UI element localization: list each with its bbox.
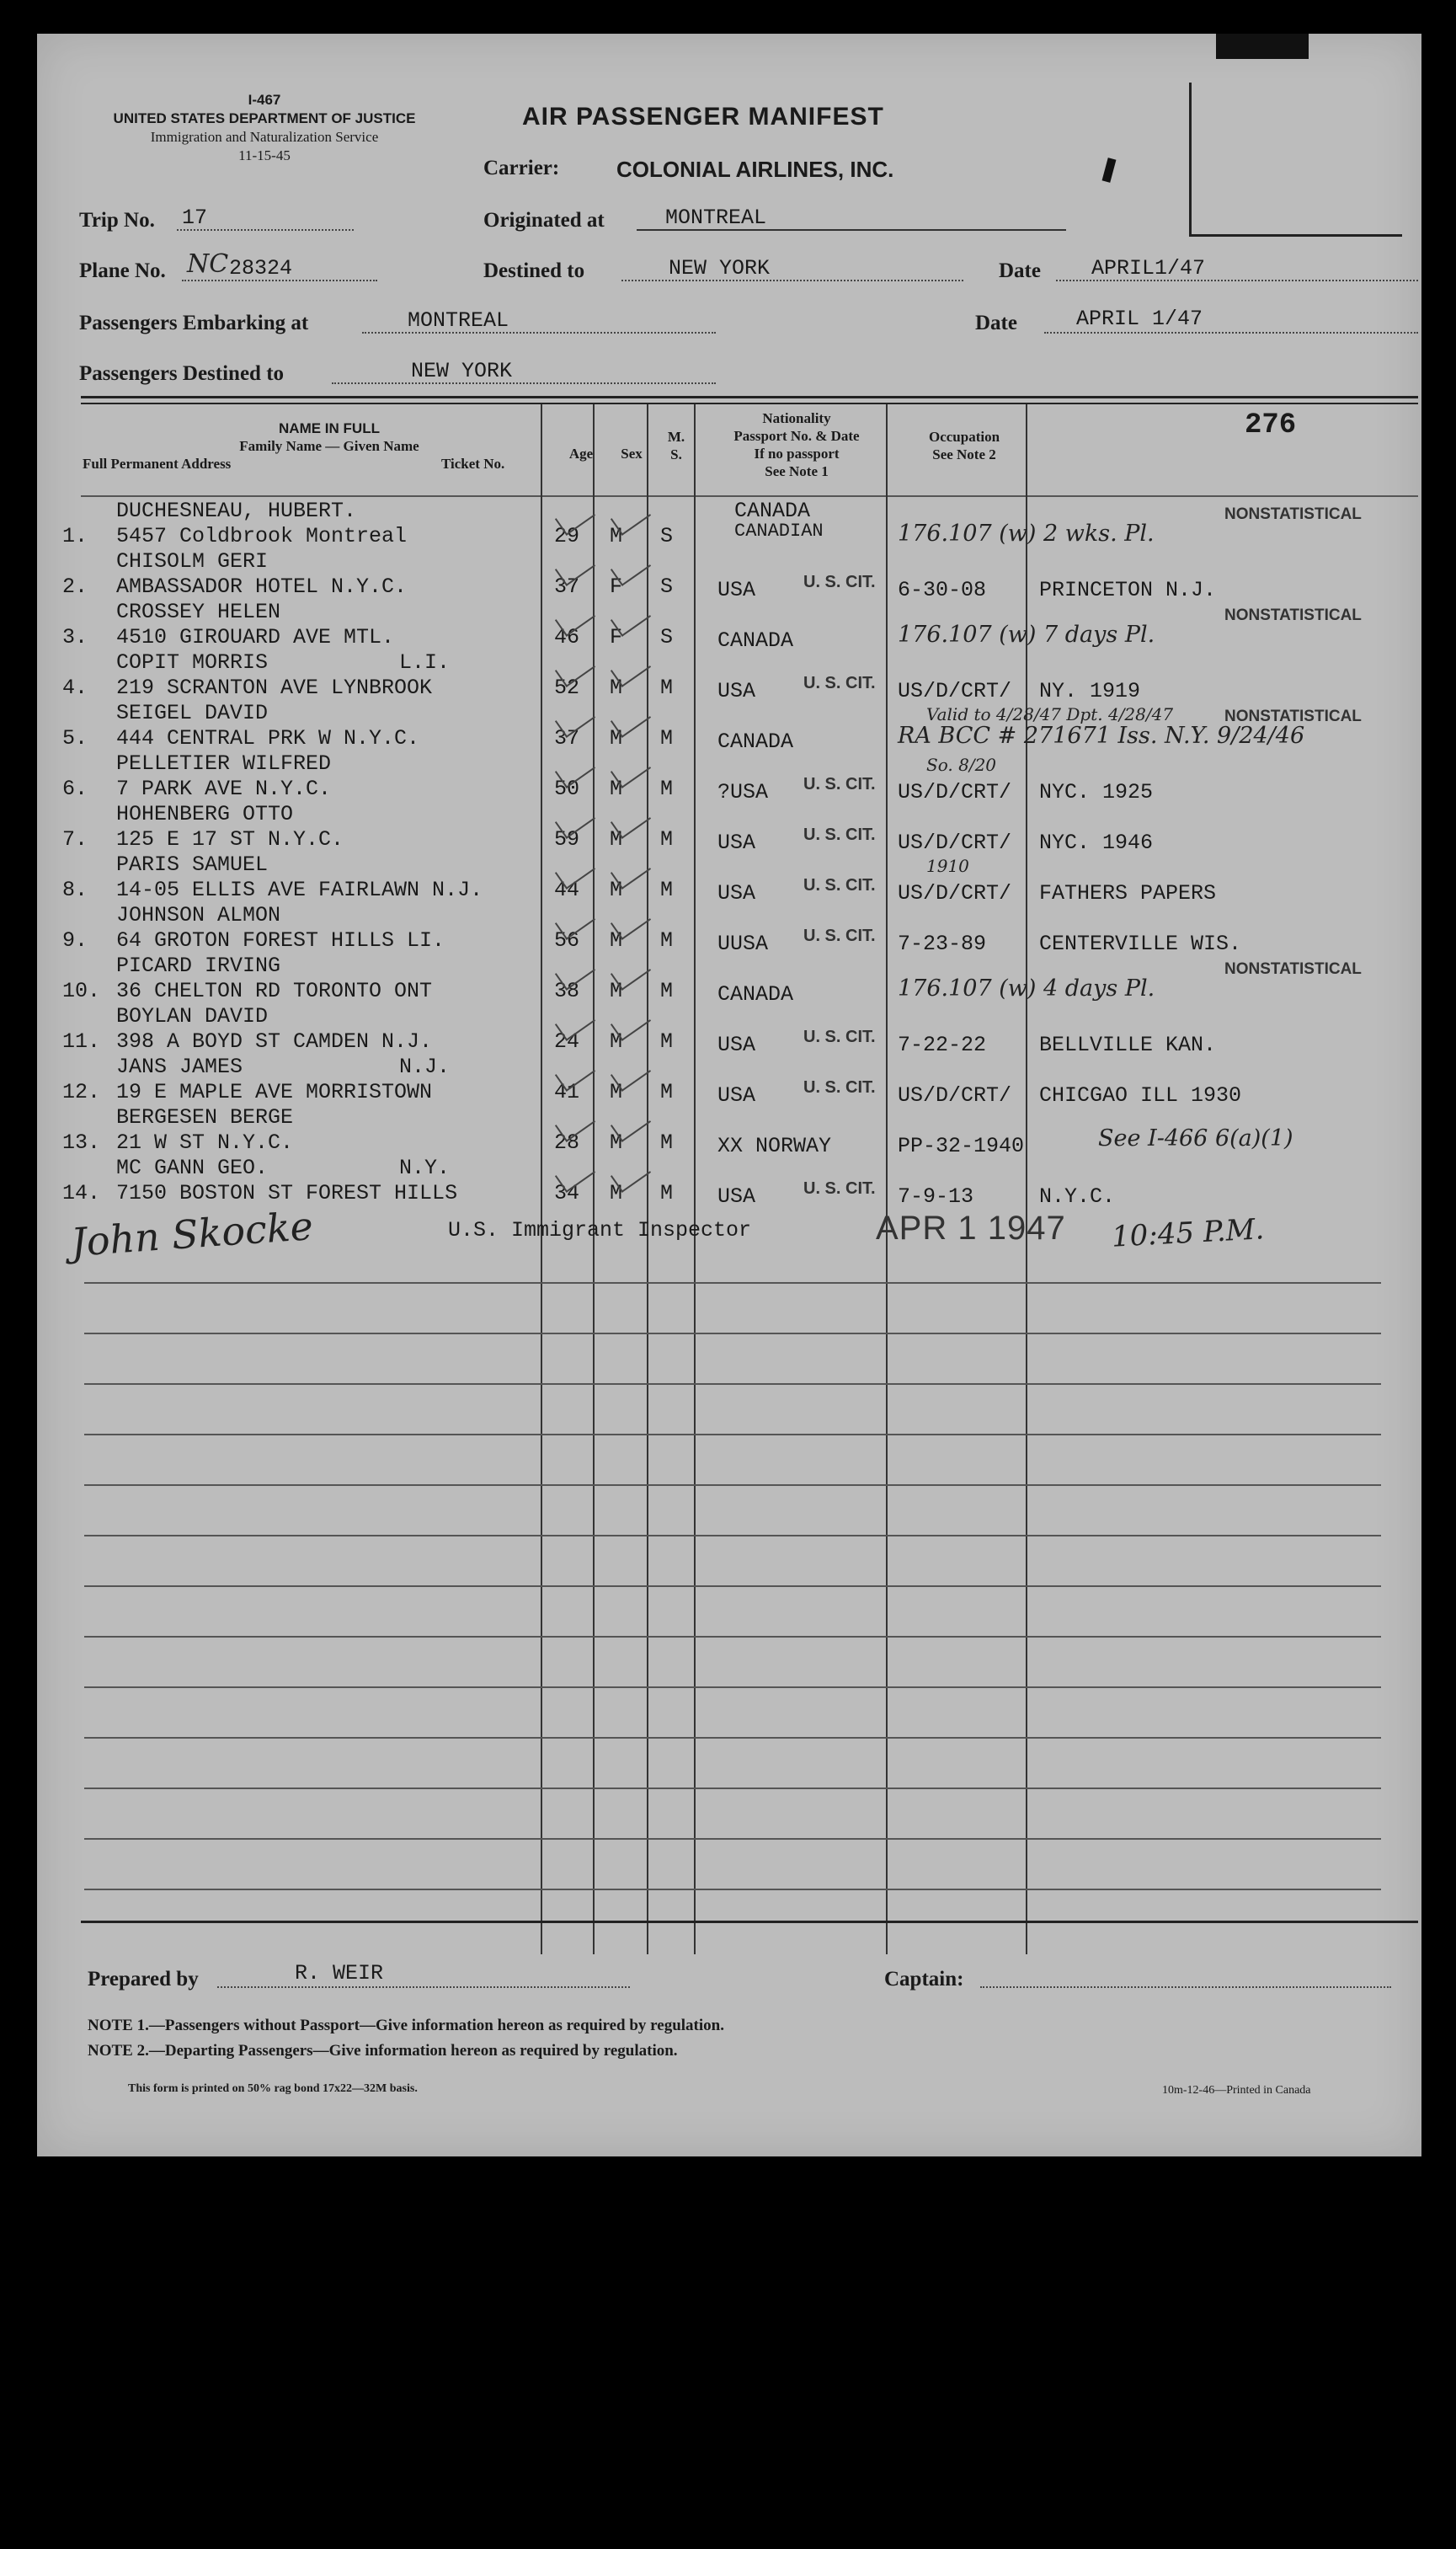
vline-nationality bbox=[886, 404, 888, 1954]
passenger-age: 34 bbox=[554, 1181, 580, 1205]
passenger-nationality: USA bbox=[717, 1083, 756, 1108]
passenger-sex: M bbox=[610, 524, 623, 548]
form-date: 11-15-45 bbox=[238, 147, 291, 163]
row-number: 6. bbox=[62, 777, 88, 801]
inspector-signature: John Skocke bbox=[69, 1203, 315, 1265]
plane-value: 28324 bbox=[229, 256, 293, 281]
passenger-destination: CENTERVILLE WIS. bbox=[1039, 932, 1242, 956]
department-header bbox=[79, 91, 450, 165]
row-number: 2. bbox=[62, 574, 88, 599]
passenger-nationality: USA bbox=[717, 578, 756, 602]
passenger-ms: S bbox=[660, 574, 674, 599]
vline-name bbox=[541, 404, 542, 1954]
nonstatistical-stamp: NONSTATISTICAL bbox=[1224, 960, 1362, 978]
passenger-name: CHISOLM GERI bbox=[116, 549, 269, 574]
manifest-page bbox=[37, 34, 1421, 2156]
passenger-name: BERGESEN BERGE bbox=[116, 1105, 294, 1130]
row-number: 3. bbox=[62, 625, 88, 649]
passenger-ms: M bbox=[660, 928, 674, 953]
passenger-name: DUCHESNEAU, HUBERT. bbox=[116, 499, 357, 523]
passenger-nationality: CANADA bbox=[734, 499, 811, 523]
passenger-name: SEIGEL DAVID bbox=[116, 701, 269, 725]
age-header: Age bbox=[568, 446, 594, 462]
passenger-destination: BELLVILLE KAN. bbox=[1039, 1033, 1217, 1057]
handwritten-note: So. 8/20 bbox=[926, 755, 997, 775]
passenger-ms: M bbox=[660, 1130, 674, 1155]
trip-value: 17 bbox=[182, 206, 208, 230]
blank-line bbox=[84, 1333, 1381, 1334]
passenger-occupation: US/D/CRT/ bbox=[898, 780, 1012, 804]
passenger-nationality: USA bbox=[717, 831, 756, 855]
passenger-occupation: 176.107 (w) 4 days Pl. bbox=[898, 975, 1155, 1002]
passenger-ms: M bbox=[660, 1181, 674, 1205]
citizen-stamp: U. S. CIT. bbox=[803, 775, 876, 794]
citizen-stamp: U. S. CIT. bbox=[803, 826, 876, 844]
printed-in: 10m-12-46—Printed in Canada bbox=[1162, 2084, 1311, 2097]
name-column-header bbox=[81, 419, 578, 455]
citizen-stamp: U. S. CIT. bbox=[803, 927, 876, 945]
passenger-occupation: 176.107 (w) 2 wks. Pl. bbox=[898, 521, 1155, 547]
passenger-age: 41 bbox=[554, 1080, 580, 1104]
row-number: 5. bbox=[62, 726, 88, 751]
passenger-age: 44 bbox=[554, 878, 580, 902]
blank-line bbox=[84, 1282, 1381, 1284]
blank-line bbox=[84, 1383, 1381, 1385]
passenger-destination: PRINCETON N.J. bbox=[1039, 578, 1217, 602]
citizen-stamp: U. S. CIT. bbox=[803, 573, 876, 591]
passenger-address: 5457 Coldbrook Montreal bbox=[116, 524, 408, 548]
passenger-age: 28 bbox=[554, 1130, 580, 1155]
row-number: 14. bbox=[62, 1181, 101, 1205]
row-number: 12. bbox=[62, 1080, 101, 1104]
pdest-label: Passengers Destined to bbox=[79, 362, 285, 385]
row-number: 10. bbox=[62, 979, 101, 1003]
destined-value: NEW YORK bbox=[669, 256, 771, 281]
row-number: 13. bbox=[62, 1130, 101, 1155]
citizen-stamp: U. S. CIT. bbox=[803, 674, 876, 692]
passenger-ms: M bbox=[660, 827, 674, 852]
column-header-rule bbox=[81, 495, 1418, 497]
row-number: 4. bbox=[62, 676, 88, 700]
passenger-destination: NYC. 1946 bbox=[1039, 831, 1154, 855]
pdest-line bbox=[332, 382, 716, 384]
passenger-age: 24 bbox=[554, 1029, 580, 1054]
passenger-nationality: CANADA bbox=[717, 982, 794, 1007]
form-number: I-467 bbox=[248, 92, 281, 108]
carrier-value: COLONIAL AIRLINES, INC. bbox=[616, 157, 894, 182]
passenger-destination: NY. 1919 bbox=[1039, 679, 1141, 703]
originated-value: MONTREAL bbox=[665, 206, 767, 230]
passenger-ms: S bbox=[660, 625, 674, 649]
passenger-nationality: USA bbox=[717, 679, 756, 703]
plane-prefix: NC bbox=[187, 249, 229, 279]
passenger-nationality: CANADA bbox=[717, 729, 794, 754]
passenger-address: 7 PARK AVE N.Y.C. bbox=[116, 777, 332, 801]
passenger-name: PELLETIER WILFRED bbox=[116, 751, 332, 776]
name-header-line2: Family Name — Given Name bbox=[239, 438, 419, 454]
vline-age bbox=[593, 404, 595, 1954]
prepared-line bbox=[217, 1986, 630, 1988]
passenger-sex: M bbox=[610, 979, 623, 1003]
passenger-destination: N.Y.C. bbox=[1039, 1184, 1116, 1209]
inspector-time: 10:45 P.M. bbox=[1111, 1212, 1266, 1254]
passenger-age: 50 bbox=[554, 777, 580, 801]
passenger-nationality-detail: CANADIAN bbox=[734, 521, 824, 542]
passenger-ms: M bbox=[660, 1080, 674, 1104]
passenger-occupation: 176.107 (w) 7 days Pl. bbox=[898, 622, 1155, 648]
passenger-destination: NYC. 1925 bbox=[1039, 780, 1154, 804]
note-2: NOTE 2.—Departing Passengers—Give information hereon as required by regulation. bbox=[88, 2042, 678, 2060]
handwritten-note: Valid to 4/28/47 Dpt. 4/28/47 bbox=[926, 704, 1174, 724]
nonstatistical-stamp: NONSTATISTICAL bbox=[1224, 708, 1362, 725]
passenger-sex: M bbox=[610, 928, 623, 953]
blank-line bbox=[84, 1889, 1381, 1890]
date2-label: Date bbox=[975, 312, 1017, 334]
passenger-ms: M bbox=[660, 979, 674, 1003]
passenger-age: 37 bbox=[554, 574, 580, 599]
handwritten-note: 1910 bbox=[926, 856, 969, 876]
passenger-address: 36 CHELTON RD TORONTO ONT bbox=[116, 979, 433, 1003]
carrier-label: Carrier: bbox=[483, 157, 560, 179]
citizen-stamp: U. S. CIT. bbox=[803, 1078, 876, 1097]
passenger-name: HOHENBERG OTTO bbox=[116, 802, 294, 826]
passenger-sex: F bbox=[610, 574, 623, 599]
corner-tear bbox=[1216, 34, 1309, 59]
passenger-sex: M bbox=[610, 827, 623, 852]
nationality-header-line3: If no passport bbox=[754, 446, 840, 462]
date2-line bbox=[1044, 332, 1418, 334]
passenger-age: 59 bbox=[554, 827, 580, 852]
occupation-header-line2: See Note 2 bbox=[932, 446, 996, 462]
prepared-value: R. WEIR bbox=[295, 1961, 384, 1985]
row-number: 7. bbox=[62, 827, 88, 852]
citizen-stamp: U. S. CIT. bbox=[803, 1028, 876, 1046]
blank-line bbox=[84, 1434, 1381, 1435]
ms-header-line1: M. bbox=[667, 429, 685, 445]
passenger-ms: M bbox=[660, 676, 674, 700]
print-note: This form is printed on 50% rag bond 17x22—32M basis. bbox=[128, 2082, 418, 2095]
passenger-occupation: US/D/CRT/ bbox=[898, 1083, 1012, 1108]
blank-line bbox=[84, 1484, 1381, 1486]
passenger-name: CROSSEY HELEN bbox=[116, 600, 281, 624]
vline-sex bbox=[647, 404, 648, 1954]
passenger-sex: M bbox=[610, 1080, 623, 1104]
occupation-header bbox=[893, 428, 1036, 463]
date2-value: APRIL 1/47 bbox=[1076, 307, 1203, 331]
passenger-sex: M bbox=[610, 777, 623, 801]
passenger-address: 219 SCRANTON AVE LYNBROOK bbox=[116, 676, 433, 700]
nationality-header-line4: See Note 1 bbox=[765, 463, 829, 479]
ms-header-line2: S. bbox=[670, 446, 682, 462]
passenger-occupation: US/D/CRT/ bbox=[898, 881, 1012, 906]
passenger-address: 4510 GIROUARD AVE MTL. bbox=[116, 625, 395, 649]
header-rule-bottom bbox=[81, 403, 1418, 404]
passenger-nationality: XX NORWAY bbox=[717, 1134, 832, 1158]
passenger-occupation: 7-9-13 bbox=[898, 1184, 974, 1209]
passenger-destination: See I-466 6(a)(1) bbox=[1098, 1125, 1293, 1152]
passenger-nationality: USA bbox=[717, 881, 756, 906]
blank-line bbox=[84, 1838, 1381, 1840]
passenger-occupation: US/D/CRT/ bbox=[898, 679, 1012, 703]
passenger-occupation: US/D/CRT/ bbox=[898, 831, 1012, 855]
passenger-ms: M bbox=[660, 878, 674, 902]
passenger-occupation: 6-30-08 bbox=[898, 578, 987, 602]
passenger-address: 398 A BOYD ST CAMDEN N.J. bbox=[116, 1029, 433, 1054]
department-line1: UNITED STATES DEPARTMENT OF JUSTICE bbox=[113, 110, 416, 126]
passenger-age: 46 bbox=[554, 625, 580, 649]
nationality-header bbox=[699, 409, 894, 480]
blank-line bbox=[84, 1686, 1381, 1688]
passenger-nationality: ?USA bbox=[717, 780, 769, 804]
passenger-sex: M bbox=[610, 1181, 623, 1205]
passenger-sex: M bbox=[610, 1029, 623, 1054]
passenger-name: MC GANN GEO. bbox=[116, 1156, 269, 1180]
passenger-sex: F bbox=[610, 625, 623, 649]
trip-label: Trip No. bbox=[79, 209, 155, 232]
ticket-header: Ticket No. bbox=[441, 456, 505, 472]
page-title: AIR PASSENGER MANIFEST bbox=[522, 103, 884, 131]
passenger-nationality: UUSA bbox=[717, 932, 769, 956]
passenger-address: 7150 BOSTON ST FOREST HILLS bbox=[116, 1181, 458, 1205]
passenger-sex: M bbox=[610, 1130, 623, 1155]
citizen-stamp: U. S. CIT. bbox=[803, 876, 876, 895]
blank-line bbox=[84, 1585, 1381, 1587]
nationality-header-line2: Passport No. & Date bbox=[733, 428, 860, 444]
passenger-occupation: RA BCC # 271671 Iss. N.Y. 9/24/46 bbox=[898, 723, 1305, 749]
embarking-value: MONTREAL bbox=[408, 308, 509, 333]
row-number: 11. bbox=[62, 1029, 101, 1054]
passenger-ms: M bbox=[660, 777, 674, 801]
passenger-ms: S bbox=[660, 524, 674, 548]
originated-label: Originated at bbox=[483, 209, 605, 232]
header-rule-top bbox=[81, 396, 1418, 398]
date-value: APRIL1/47 bbox=[1091, 256, 1206, 281]
passenger-occupation: PP-32-1940 bbox=[898, 1134, 1025, 1158]
passenger-name: JANS JAMES bbox=[116, 1055, 243, 1079]
passenger-name-extra: N.Y. bbox=[399, 1156, 451, 1180]
address-header: Full Permanent Address bbox=[83, 456, 232, 472]
passenger-destination: CHICGAO ILL 1930 bbox=[1039, 1083, 1242, 1108]
page-number: 276 bbox=[1245, 409, 1297, 441]
date-label: Date bbox=[999, 259, 1041, 282]
passenger-address: 125 E 17 ST N.Y.C. bbox=[116, 827, 344, 852]
passenger-nationality: USA bbox=[717, 1184, 756, 1209]
passenger-name: PICARD IRVING bbox=[116, 954, 281, 978]
passenger-occupation: 7-23-89 bbox=[898, 932, 987, 956]
passenger-address: 14-05 ELLIS AVE FAIRLAWN N.J. bbox=[116, 878, 483, 902]
passenger-age: 37 bbox=[554, 726, 580, 751]
passenger-name-extra: L.I. bbox=[399, 650, 451, 675]
inspector-title: U.S. Immigrant Inspector bbox=[448, 1218, 752, 1242]
row-number: 8. bbox=[62, 878, 88, 902]
occupation-header-line1: Occupation bbox=[928, 429, 1000, 445]
passenger-occupation: 7-22-22 bbox=[898, 1033, 987, 1057]
captain-label: Captain: bbox=[884, 1968, 964, 1991]
nonstatistical-stamp: NONSTATISTICAL bbox=[1224, 505, 1362, 523]
passenger-address: 444 CENTRAL PRK W N.Y.C. bbox=[116, 726, 420, 751]
passenger-ms: M bbox=[660, 726, 674, 751]
plane-label: Plane No. bbox=[79, 259, 166, 282]
ink-mark bbox=[1102, 158, 1117, 183]
prepared-label: Prepared by bbox=[88, 1968, 199, 1991]
passenger-name: JOHNSON ALMON bbox=[116, 903, 281, 927]
blank-line bbox=[84, 1636, 1381, 1638]
date-stamp: APR 1 1947 bbox=[876, 1210, 1066, 1247]
blank-line bbox=[84, 1788, 1381, 1789]
footer-rule bbox=[81, 1921, 1418, 1923]
row-number: 9. bbox=[62, 928, 88, 953]
blank-line bbox=[84, 1535, 1381, 1536]
passenger-nationality: CANADA bbox=[717, 628, 794, 653]
note-1: NOTE 1.—Passengers without Passport—Give information hereon as required by regulation. bbox=[88, 2017, 724, 2034]
nonstatistical-stamp: NONSTATISTICAL bbox=[1224, 607, 1362, 624]
embarking-label: Passengers Embarking at bbox=[79, 312, 309, 334]
passenger-age: 29 bbox=[554, 524, 580, 548]
passenger-name: PARIS SAMUEL bbox=[116, 852, 269, 877]
passenger-sex: M bbox=[610, 878, 623, 902]
passenger-destination: FATHERS PAPERS bbox=[1039, 881, 1217, 906]
passenger-name-extra: N.J. bbox=[399, 1055, 451, 1079]
department-line2: Immigration and Naturalization Service bbox=[150, 129, 379, 145]
stamp-box bbox=[1189, 83, 1402, 237]
passenger-age: 52 bbox=[554, 676, 580, 700]
pdest-value: NEW YORK bbox=[411, 359, 513, 383]
passenger-age: 56 bbox=[554, 928, 580, 953]
sex-header: Sex bbox=[621, 446, 643, 462]
name-header-line1: NAME IN FULL bbox=[279, 420, 380, 436]
vline-ms bbox=[694, 404, 696, 1954]
passenger-age: 38 bbox=[554, 979, 580, 1003]
passenger-sex: M bbox=[610, 676, 623, 700]
citizen-stamp: U. S. CIT. bbox=[803, 1179, 876, 1198]
passenger-name: BOYLAN DAVID bbox=[116, 1004, 269, 1029]
blank-line bbox=[84, 1737, 1381, 1739]
nationality-header-line1: Nationality bbox=[762, 410, 831, 426]
passenger-address: 19 E MAPLE AVE MORRISTOWN bbox=[116, 1080, 433, 1104]
passenger-address: 21 W ST N.Y.C. bbox=[116, 1130, 294, 1155]
passenger-address: AMBASSADOR HOTEL N.Y.C. bbox=[116, 574, 408, 599]
passenger-sex: M bbox=[610, 726, 623, 751]
captain-line bbox=[980, 1986, 1391, 1988]
passenger-nationality: USA bbox=[717, 1033, 756, 1057]
passenger-address: 64 GROTON FOREST HILLS LI. bbox=[116, 928, 445, 953]
passenger-ms: M bbox=[660, 1029, 674, 1054]
destined-label: Destined to bbox=[483, 259, 585, 282]
row-number: 1. bbox=[62, 524, 88, 548]
passenger-name: COPIT MORRIS bbox=[116, 650, 269, 675]
